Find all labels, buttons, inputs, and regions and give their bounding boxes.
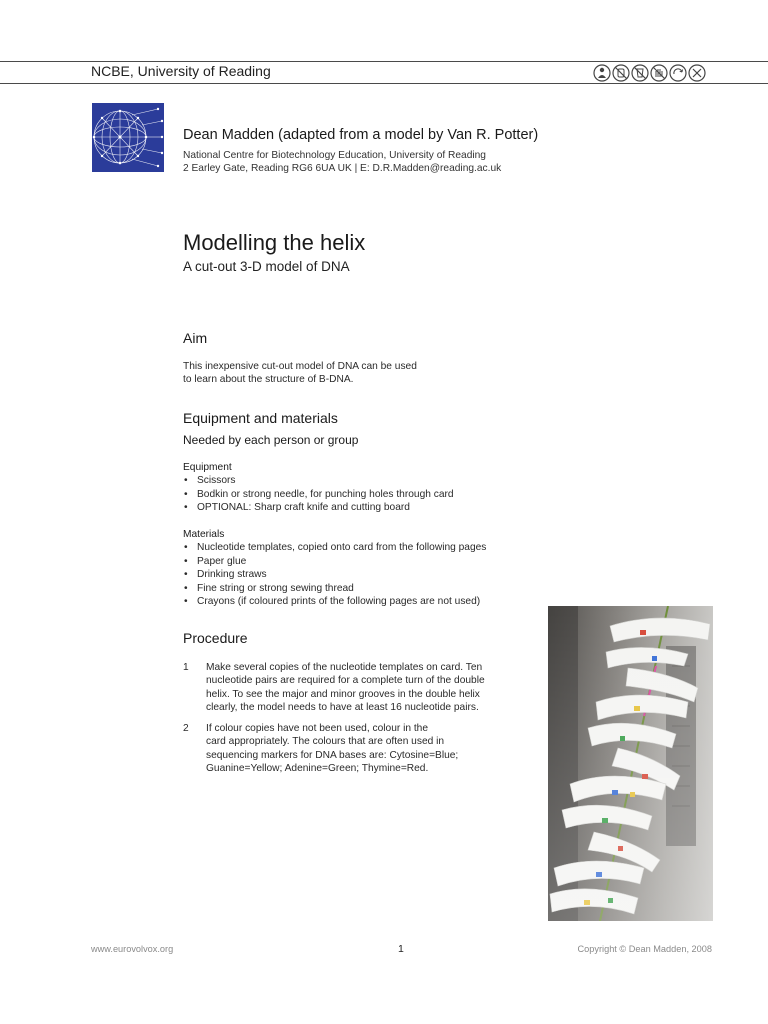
procedure-step — [183, 661, 528, 715]
step-line: sequencing markers for DNA bases are: Cytosine=Blue; — [206, 749, 459, 761]
header-bottom-rule — [0, 83, 768, 84]
dna-model-photo — [548, 606, 713, 921]
no-drinking-icon — [631, 64, 649, 82]
step-line: Guanine=Yellow; Adenine=Green; Thymine=Red. — [206, 763, 429, 775]
list-item: • Nucleotide templates, copied onto card from the following pages — [183, 541, 486, 554]
header-top-rule — [0, 61, 768, 62]
list-item: • Paper glue — [183, 555, 486, 568]
procedure-heading: Procedure — [183, 630, 248, 646]
footer-copyright: Copyright © Dean Madden, 2008 — [577, 944, 712, 954]
aim-heading: Aim — [183, 330, 208, 346]
ncbe-logo — [92, 103, 164, 172]
person-icon — [593, 64, 611, 82]
step-line: Make several copies of the nucleotide templates on card. Ten — [206, 662, 483, 673]
no-eating-icon — [612, 64, 630, 82]
affiliation-line-2: 2 Earley Gate, Reading RG6 6UA UK | E: D.R.Madden@reading.ac.uk — [183, 163, 502, 174]
document-title: Modelling the helix — [183, 230, 366, 255]
step-number: 1 — [183, 662, 189, 673]
list-item: • OPTIONAL: Sharp craft knife and cutting board — [183, 501, 454, 514]
footer-website: www.eurovolvox.org — [91, 944, 174, 954]
header-title: NCBE, University of Reading — [91, 63, 271, 79]
page-number: 1 — [398, 943, 404, 955]
list-item: • Bodkin or strong needle, for punching holes through card — [183, 488, 454, 501]
aim-text — [183, 360, 417, 387]
no-touching-icon — [650, 64, 668, 82]
aim-line: This inexpensive cut-out model of DNA can be used — [183, 361, 417, 372]
aim-line: to learn about the structure of B-DNA. — [183, 374, 354, 386]
step-line: clearly, the model needs to have at least 16 nucleotide pairs. — [206, 702, 479, 714]
equipment-subheading: Needed by each person or group — [183, 433, 359, 447]
step-text — [206, 722, 458, 776]
step-number: 2 — [183, 723, 189, 734]
step-line: If colour copies have not been used, colour in the — [206, 723, 429, 734]
affiliation-line-1: National Centre for Biotechnology Education, University of Reading — [183, 150, 486, 161]
safety-icons — [593, 64, 706, 82]
document-subtitle: A cut-out 3-D model of DNA — [183, 259, 350, 274]
list-item: • Crayons (if coloured prints of the following pages are not used) — [183, 595, 486, 608]
equipment-label: Equipment — [183, 462, 232, 473]
author-name: Dean Madden (adapted from a model by Van R. Potter) — [183, 127, 539, 143]
recycle-icon — [669, 64, 687, 82]
dna-helix-illustration — [548, 606, 713, 921]
step-line: helix. To see the major and minor grooves in the double helix — [206, 688, 480, 700]
list-item: • Drinking straws — [183, 568, 486, 581]
equipment-list — [183, 461, 454, 515]
materials-label: Materials — [183, 529, 225, 540]
step-line: card appropriately. The colours that are often used in — [206, 736, 445, 748]
materials-list — [183, 528, 486, 608]
no-entry-icon — [688, 64, 706, 82]
equipment-heading: Equipment and materials — [183, 410, 338, 426]
procedure-step — [183, 722, 528, 776]
step-text — [206, 661, 485, 715]
step-line: nucleotide pairs are required for a complete turn of the double — [206, 675, 485, 687]
list-item: • Fine string or strong sewing thread — [183, 582, 486, 595]
network-sphere-icon — [92, 103, 164, 172]
list-item: • Scissors — [183, 474, 454, 487]
